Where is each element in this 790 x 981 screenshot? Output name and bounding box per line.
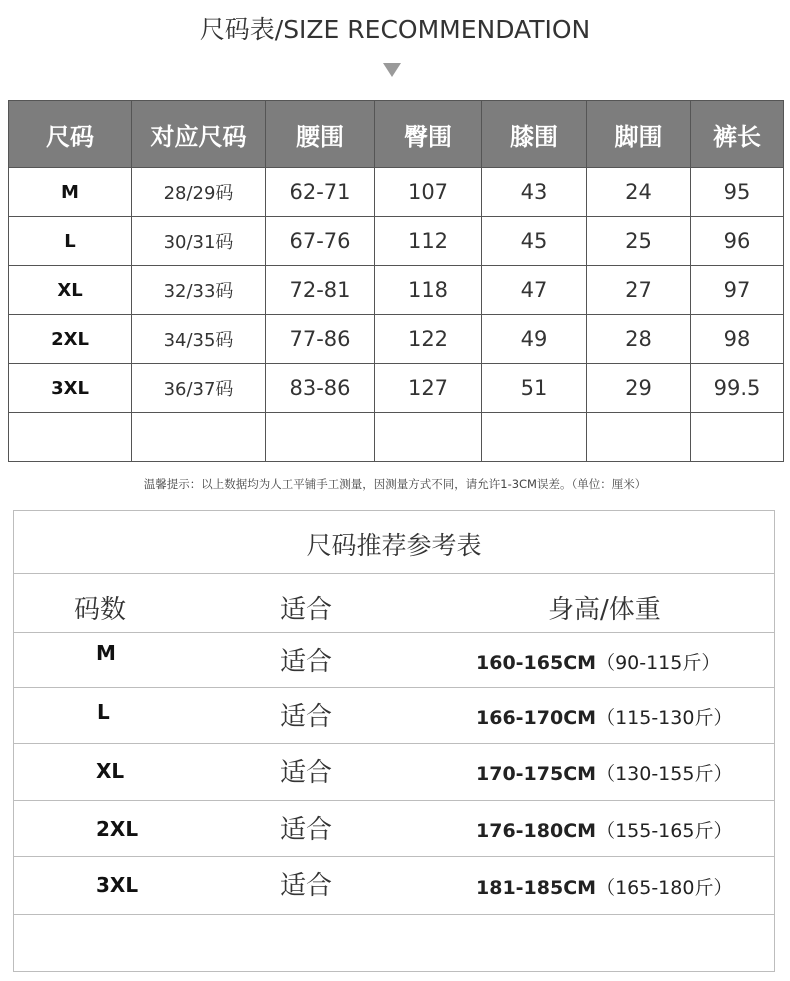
list-item xyxy=(14,801,774,857)
empty-row xyxy=(9,413,784,462)
cell-length: 97 xyxy=(691,266,784,315)
cell-waist: 77-86 xyxy=(266,315,375,364)
header-size-count: 码数 xyxy=(74,595,127,625)
table-row xyxy=(9,364,784,413)
cell-hip: 107 xyxy=(375,168,482,217)
list-item xyxy=(14,744,774,801)
empty-cell xyxy=(482,413,587,462)
cell-hip: 112 xyxy=(375,217,482,266)
rec-height: 181-185CM xyxy=(476,877,597,899)
rec-weight: （115-130斤） xyxy=(596,707,733,729)
header-fit: 适合 xyxy=(280,595,333,625)
list-item xyxy=(14,857,774,915)
rec-fit: 适合 xyxy=(280,815,333,845)
table-row xyxy=(9,266,784,315)
rec-height-weight xyxy=(476,873,732,900)
empty-cell xyxy=(132,413,266,462)
cell-knee: 49 xyxy=(482,315,587,364)
cell-waist: 67-76 xyxy=(266,217,375,266)
rec-height: 160-165CM xyxy=(476,652,597,674)
empty-cell xyxy=(375,413,482,462)
cell-knee: 45 xyxy=(482,217,587,266)
cell-size: 3XL xyxy=(9,364,132,413)
rec-size: XL xyxy=(96,759,125,783)
empty-cell xyxy=(587,413,691,462)
cell-hip: 127 xyxy=(375,364,482,413)
cell-equivalent-size: 30/31码 xyxy=(132,217,266,266)
cell-hip: 118 xyxy=(375,266,482,315)
rec-size: 2XL xyxy=(96,817,139,841)
rec-height-weight xyxy=(476,648,720,675)
cell-equivalent-size: 34/35码 xyxy=(132,315,266,364)
rec-height-weight xyxy=(476,816,732,843)
list-item xyxy=(14,688,774,744)
empty-cell xyxy=(266,413,375,462)
header-size: 尺码 xyxy=(9,101,132,168)
cell-hem: 25 xyxy=(587,217,691,266)
cell-length: 99.5 xyxy=(691,364,784,413)
recommendation-table xyxy=(13,510,775,972)
rec-size: L xyxy=(97,700,110,724)
rec-weight: （165-180斤） xyxy=(596,877,733,899)
cell-length: 95 xyxy=(691,168,784,217)
rec-height-weight xyxy=(476,759,732,786)
cell-hip: 122 xyxy=(375,315,482,364)
rec-fit: 适合 xyxy=(280,758,333,788)
rec-weight: （155-165斤） xyxy=(596,820,733,842)
cell-hem: 27 xyxy=(587,266,691,315)
rec-height: 166-170CM xyxy=(476,707,597,729)
cell-equivalent-size: 32/33码 xyxy=(132,266,266,315)
rec-size: 3XL xyxy=(96,873,139,897)
rec-height: 176-180CM xyxy=(476,820,597,842)
rec-fit: 适合 xyxy=(280,647,333,677)
cell-waist: 62-71 xyxy=(266,168,375,217)
cell-length: 96 xyxy=(691,217,784,266)
page-title: 尺码表/SIZE RECOMMENDATION xyxy=(199,15,591,44)
cell-size: M xyxy=(9,168,132,217)
cell-waist: 72-81 xyxy=(266,266,375,315)
down-triangle-icon xyxy=(383,63,401,77)
cell-knee: 47 xyxy=(482,266,587,315)
cell-knee: 43 xyxy=(482,168,587,217)
recommendation-header-row xyxy=(14,574,774,633)
recommendation-title: 尺码推荐参考表 xyxy=(14,511,774,574)
rec-fit: 适合 xyxy=(280,702,333,732)
size-table-header-row xyxy=(9,101,784,168)
empty-cell xyxy=(9,413,132,462)
rec-weight: （90-115斤） xyxy=(596,652,721,674)
table-row xyxy=(9,168,784,217)
header-height-weight: 身高/体重 xyxy=(548,595,661,625)
cell-hem: 24 xyxy=(587,168,691,217)
list-item xyxy=(14,633,774,688)
rec-height: 170-175CM xyxy=(476,763,597,785)
cell-size: L xyxy=(9,217,132,266)
cell-hem: 28 xyxy=(587,315,691,364)
header-hip: 臀围 xyxy=(375,101,482,168)
cell-length: 98 xyxy=(691,315,784,364)
rec-weight: （130-155斤） xyxy=(596,763,733,785)
cell-size: 2XL xyxy=(9,315,132,364)
cell-knee: 51 xyxy=(482,364,587,413)
rec-height-weight xyxy=(476,703,732,730)
cell-hem: 29 xyxy=(587,364,691,413)
rec-size: M xyxy=(96,641,116,665)
cell-waist: 83-86 xyxy=(266,364,375,413)
header-length: 裤长 xyxy=(691,101,784,168)
cell-equivalent-size: 36/37码 xyxy=(132,364,266,413)
measurement-note: 温馨提示：以上数据均为人工平铺手工测量，因测量方式不同，请允许1-3CM误差。（单位：厘米） xyxy=(143,477,647,491)
cell-equivalent-size: 28/29码 xyxy=(132,168,266,217)
table-row xyxy=(9,217,784,266)
rec-fit: 适合 xyxy=(280,871,333,901)
cell-size: XL xyxy=(9,266,132,315)
table-row xyxy=(9,315,784,364)
header-equivalent-size: 对应尺码 xyxy=(132,101,266,168)
empty-cell xyxy=(691,413,784,462)
header-waist: 腰围 xyxy=(266,101,375,168)
header-hem: 脚围 xyxy=(587,101,691,168)
header-knee: 膝围 xyxy=(482,101,587,168)
size-table xyxy=(8,100,784,462)
